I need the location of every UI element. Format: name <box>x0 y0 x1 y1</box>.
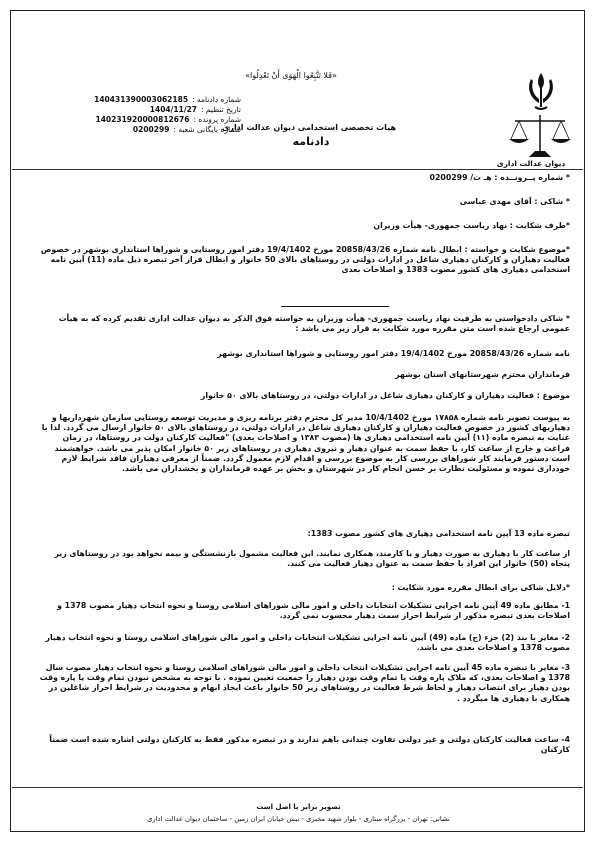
case-metadata <box>51 95 241 135</box>
reason-3: 3- مغایر با تبصره ماده 45 آیین نامه اجرایی تشکیلات انتخاب داخلی و امور مالی شوراهای اسلامی روستا و نحوه انتخاب دهیار مصوب سال 1378 و اصلاحات بعدی، که ملاک پاره وقت یا تمام وقت بودن دهیار را جمعیت تعیین نموده . با توجه به مشخص نبودن تمام وقت یا پاره وقت بودن دهیار برای انتصاب دهیار و لحاظ شرط فعالیت در روستاهای زیر 50 خانوار باعث ایجاد ابهام و محدودیت در شرایط احراز شاغلین در همکاری با دهیاری ها میگردد . <box>39 663 570 703</box>
document-page <box>10 10 585 832</box>
complaint-intro: * شاکی دادخواستی به طرفیت نهاد ریاست جمهوری- هیأت وزیران به خواسته فوق الذکر به دیوان عدالت اداری تقدیم کرده که به هیأت عمومی ارجاع شده است متن مقرره مورد شکایت به قرار زیر می باشد : <box>58 314 570 334</box>
court-name: دیوان عدالت اداری <box>496 159 566 168</box>
board-name: هیات تخصصی استخدامی دیوان عدالت اداری <box>222 123 396 132</box>
meta-label: شماره پرونده : <box>193 115 241 124</box>
meta-label: شماره دادنامه : <box>192 95 241 104</box>
meta-label: شماره بایگانی شعبه : <box>173 125 241 134</box>
note-body: از ساعت کار با دهیاری به صورت دهیار و یا کارمند، همکاری نمایند. این فعالیت مشمول بازنشستگی و بیمه نخواهد بود در روستاهای زیر پنجاه (50) خانوار این افراد با حفظ سمت به عنوان دهیار فعالیت می کنند. <box>54 549 570 569</box>
certified-copy-note: تصویر برابر با اصل است <box>256 803 341 811</box>
iran-emblem-icon <box>519 69 563 113</box>
case-subject: *موضوع شکایت و خواسته : ابطال نامه شماره 20858/43/26 مورخ 19/4/1402 دفتر امور روستایی و شوراها استانداری بوشهر در خصوص فعالیت دهیاران و کارکنان دهیاری شاغل در ادارات دولتی در روستاهای بالای 50 خانوار و ابطال فراز آخر تبصره ذیل ماده (11) آیین نامه استخدامی دهیاری های کشور مصوب 1383 و اصلاحات بعدی <box>40 245 570 275</box>
section-separator <box>281 306 389 307</box>
meta-row-archive-no <box>51 125 241 135</box>
meta-row-file-no <box>51 115 241 125</box>
reason-4: 4- ساعت فعالیت کارکنان دولتی و غیر دولتی تفاوت چندانی باهم ندارند و در تبصره مذکور فقط به کارکنان دولتی اشاره شده است ضمناً کارکنان <box>49 735 570 755</box>
letter-body: به پیوست تصویر نامه شماره ۱۷۸۵۸ مورخ 10/4/1402 مدیر کل محترم دفتر برنامه ریزی و مدیریت توسعه روستایی سازمان شهرداریها و دهیاریهای کشور در خصوص فعالیت دهیاران و کارکنان دهیاری شاغل در ادارات دولتی، در روستاهای بالای ۵۰ خانوار ارسال می گردد. لذا با عنایت به تبصره ماده (۱۱) آیین نامه استخدامی دهیاری ها (مصوب ۱۳۸۳ و اصلاحات بعدی) "فعالیت کارکنان دولت در روستاها، در زمان فراغت و خارج از ساعت کار، با حفظ سمت به عنوان دهیار و نیروی دهیاری در روستاهای زیر ۵۰ خانوار امکان پذیر می باشد. خواهشمند است دستور فرمایند کار شوراهای بررسی کار به موضوع بررسی و اقدام لازم معمول گردد. ضمناً از معرفی دهیاران فاقد شرایط لازم خودداری نموده و مسئولیت نظارت بر حسن انجام کار در شهرستان و بخش بر عهده فرمانداران و بخشداران می باشد. <box>41 413 570 474</box>
scales-of-justice-icon <box>505 111 575 161</box>
letter-subject: موضوع : فعالیت دهیاران و کارکنان دهیاری شاغل در ادارات دولتی، در روستاهای بالای ۵۰ خانوار <box>200 391 570 400</box>
meta-row-date <box>51 105 241 115</box>
case-file-number: * شماره پــرونــده : هـ ت/ 0200299 <box>429 173 570 182</box>
case-plaintiff: * شاکی : آقای مهدی عباسی <box>459 197 570 206</box>
letter-addressee: فرمانداران محترم شهرستانهای استان بوشهر <box>395 370 570 379</box>
note-title: تبصره ماده 13 آیین نامه استخدامی دهیاری های کشور مصوب 1383: <box>307 529 570 538</box>
letter-title: نامه شماره 20858/43/26 مورخ 19/4/1402 دفتر امور روستایی و شوراها استانداری بوشهر <box>217 349 570 358</box>
reason-1: 1- مطابق ماده 49 آیین نامه اجرایی تشکیلات انتخابات داخلی و امور مالی شوراهای اسلامی روستا و نحوه انتخاب دهیار مصوب 1378 و اصلاحات بعدی تبصره مذکور از شرایط احراز سمت دهیار محسوب نمی گردد. <box>57 601 570 621</box>
meta-row-decision-no <box>51 95 241 105</box>
meta-value: 0200299 <box>132 125 170 134</box>
header-divider <box>12 169 583 170</box>
reasons-title: *دلایل شاکی برای ابطال مقرره مورد شکایت : <box>391 583 570 592</box>
document-title: دادنامه <box>292 135 330 148</box>
meta-value: 140431390003062185 <box>94 95 189 104</box>
meta-value: 1404/11/27 <box>149 105 198 114</box>
footer-divider <box>12 787 583 788</box>
reason-2: 2- مغایر با بند (2) جزء (ج) ماده (49) آیین نامه اجرایی تشکیلات انتخابات داخلی و امور مالی شوراهای اسلامی روستا و نحوه انتخاب دهیار مصوب 1378 و اصلاحات بعدی می باشد. <box>45 633 570 653</box>
header-verse: «فَلا تَتَّبِعُوا الْهَوَى أَنْ تَعْدِلُوا» <box>245 71 337 80</box>
meta-label: تاریخ تنظیم : <box>201 105 241 114</box>
court-address: نشانی: تهران - بزرگراه ستاری - بلوار شهید مخبری - نبش خیابان ایران زمین - ساختمان دیوان عدالت اداری <box>147 815 450 823</box>
meta-value: 140231920000812676 <box>95 115 190 124</box>
case-respondent: *طرف شکایت : نهاد ریاست جمهوری- هیأت وزیران <box>373 221 570 230</box>
